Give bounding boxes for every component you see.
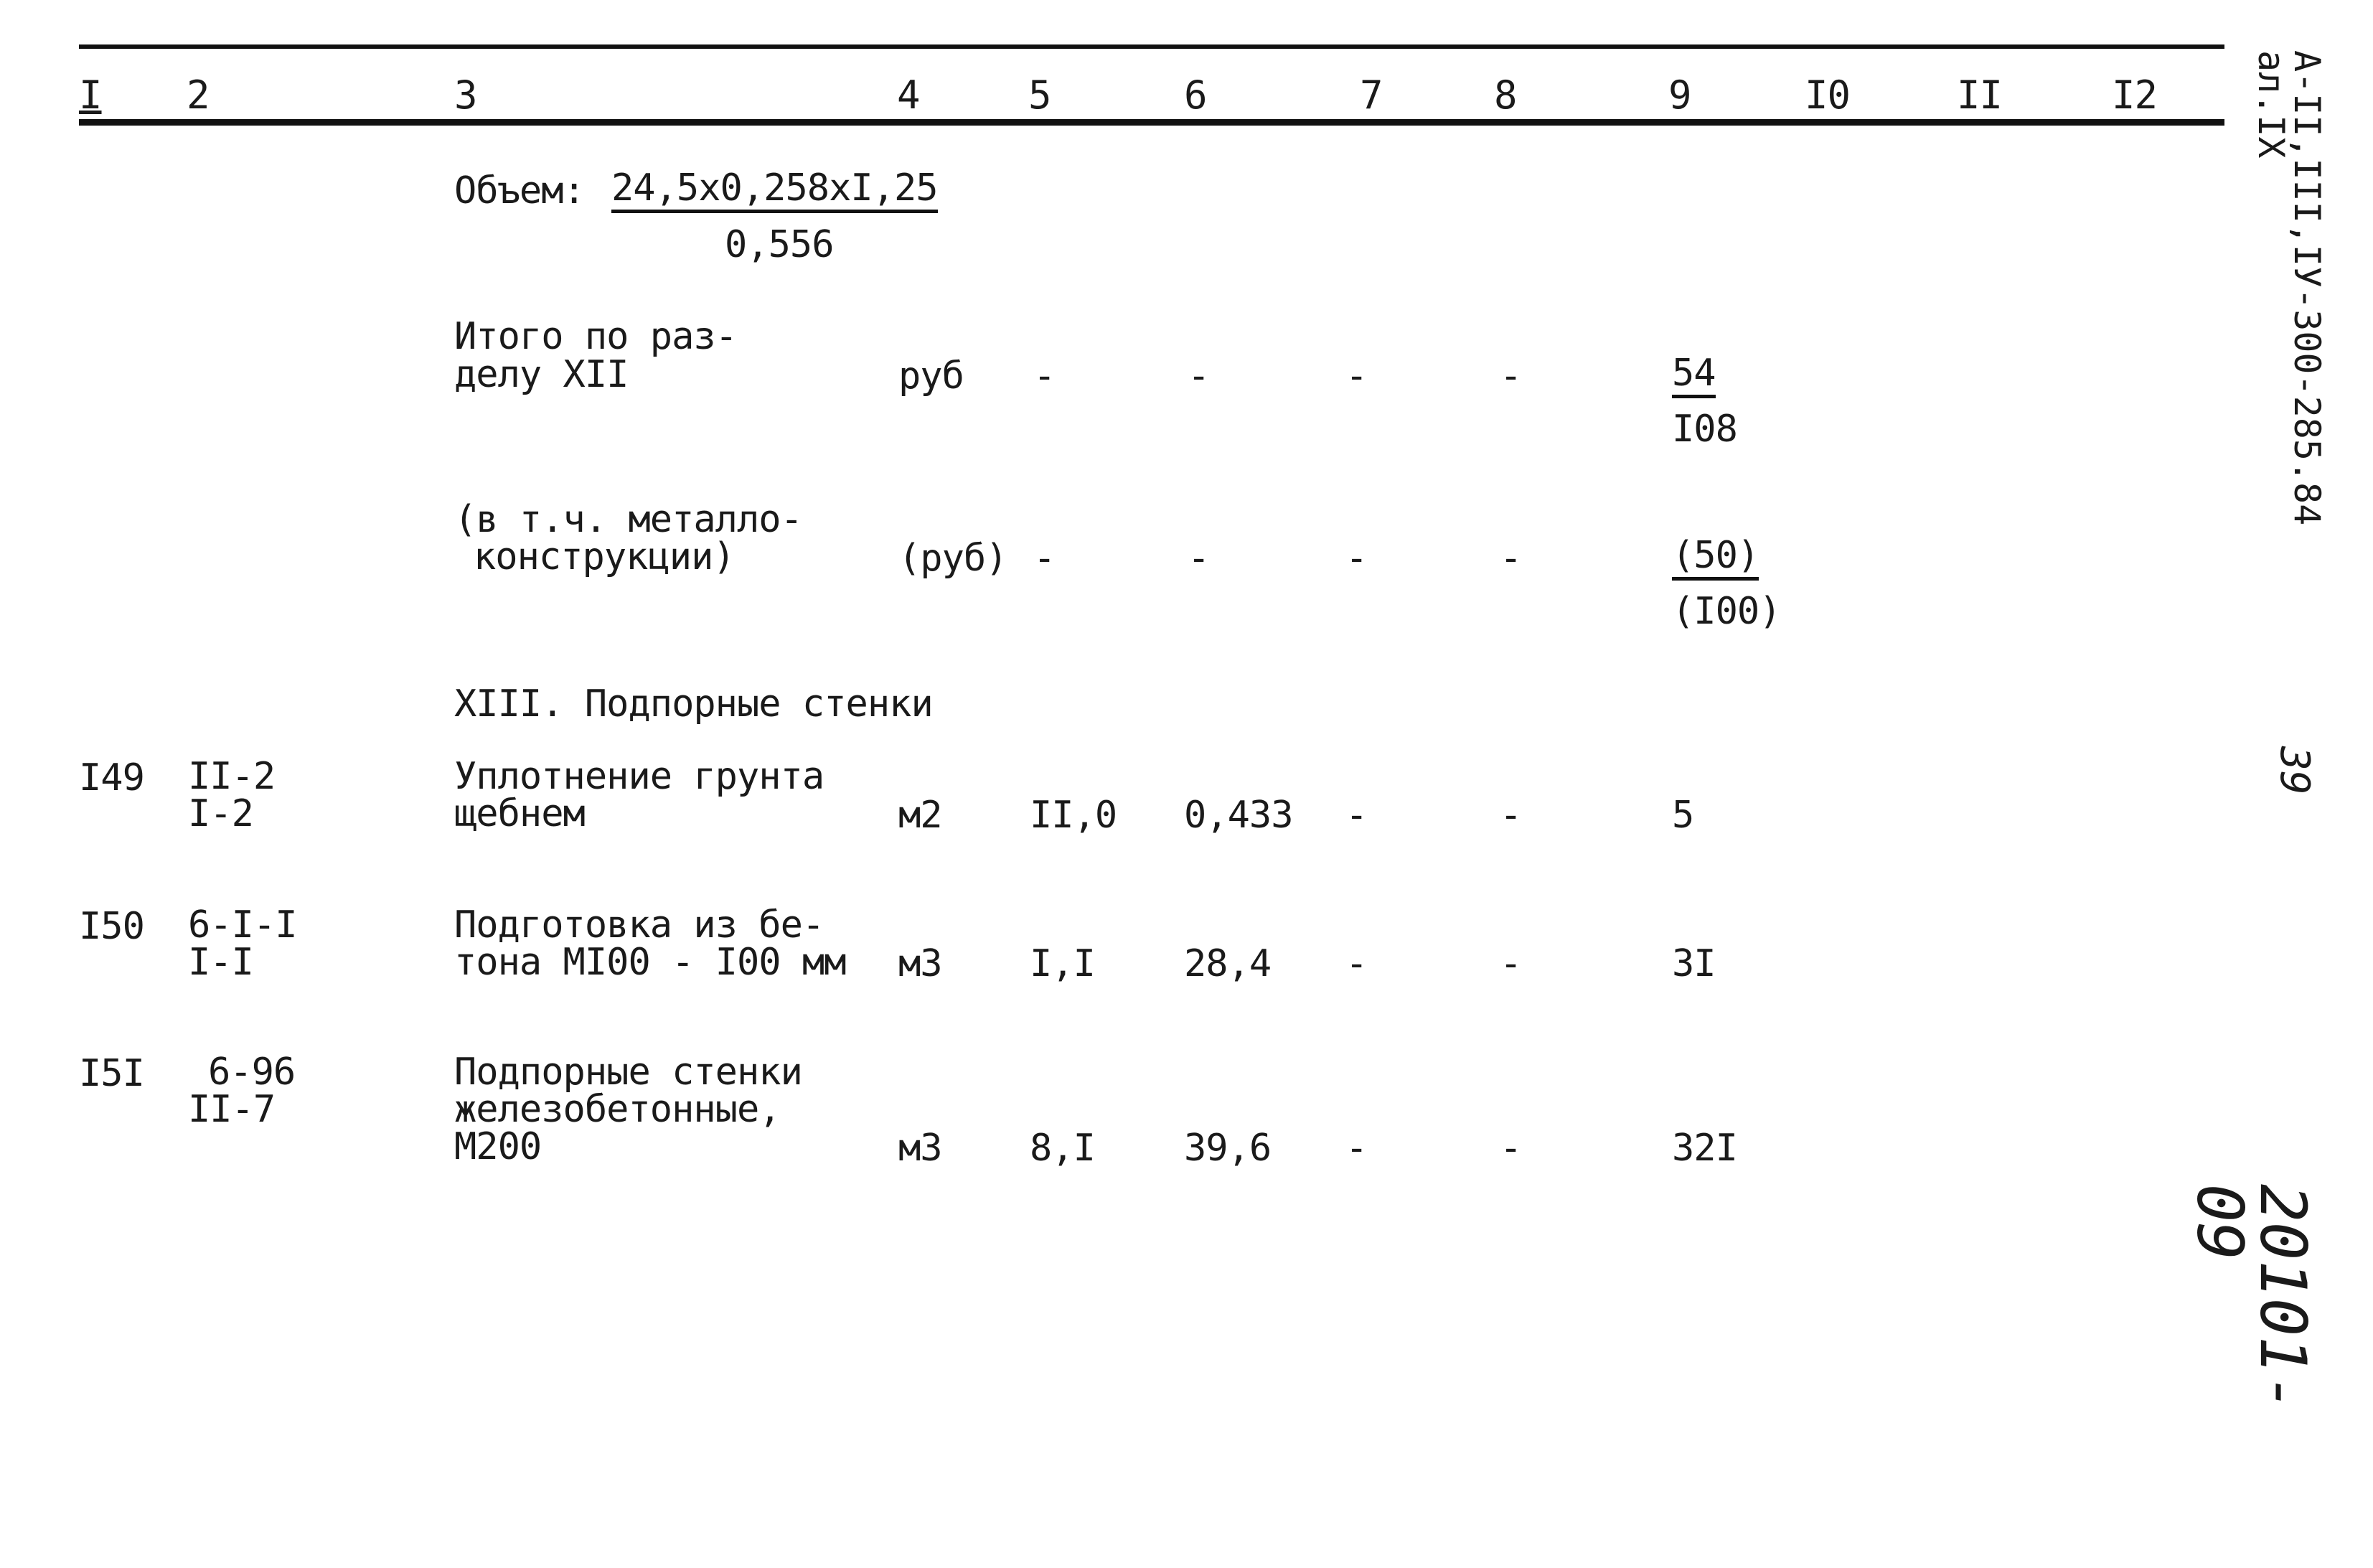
row-number: I50 bbox=[79, 905, 144, 948]
total-name-line1: Итого по раз- bbox=[454, 315, 737, 358]
metal-col6: - bbox=[1188, 537, 1210, 580]
metal-value-top: (50) bbox=[1672, 537, 1759, 581]
row-code-line1: II-2 bbox=[188, 755, 276, 798]
row-col7: - bbox=[1345, 942, 1368, 985]
row-col8: - bbox=[1500, 794, 1522, 837]
row-code-line1: 6-I-I bbox=[188, 903, 297, 947]
col-header-7: 7 bbox=[1360, 72, 1383, 118]
row-code-line2: II-7 bbox=[188, 1088, 276, 1131]
col-header-3: 3 bbox=[454, 72, 477, 118]
col-header-1: I bbox=[79, 72, 102, 118]
row-name-line2: щебнем bbox=[454, 792, 585, 835]
row-number: I5I bbox=[79, 1052, 144, 1095]
row-number: I49 bbox=[79, 756, 144, 799]
total-col7: - bbox=[1345, 355, 1368, 398]
row-price: 0,433 bbox=[1184, 794, 1293, 837]
col-header-12: I2 bbox=[2112, 72, 2158, 118]
volume-formula: 24,5x0,258xI,25 bbox=[611, 169, 938, 213]
header-top-rule bbox=[79, 44, 2224, 49]
col-header-10: I0 bbox=[1805, 72, 1851, 118]
row-total: 32I bbox=[1672, 1127, 1737, 1170]
row-col8: - bbox=[1500, 942, 1522, 985]
metal-unit: (руб) bbox=[898, 537, 1007, 580]
row-name-line3: M200 bbox=[454, 1125, 542, 1168]
row-code-line2: I-I bbox=[188, 941, 253, 984]
total-name-line2: делу XII bbox=[454, 353, 629, 396]
volume-result: 0,556 bbox=[725, 223, 834, 266]
section-heading: XIII. Подпорные стенки bbox=[454, 682, 933, 726]
margin-code-line1: А-II,III,IУ-300-285.84 bbox=[2286, 50, 2328, 526]
row-unit: м3 bbox=[898, 942, 942, 985]
metal-col5: - bbox=[1033, 537, 1056, 580]
col-header-4: 4 bbox=[897, 72, 920, 118]
metal-col8: - bbox=[1500, 537, 1522, 580]
row-qty: II,0 bbox=[1030, 794, 1117, 837]
metal-name-line1: (в т.ч. металло- bbox=[454, 498, 802, 541]
margin-code-line2: ал.IX bbox=[2250, 50, 2292, 159]
margin-document-code bbox=[2250, 50, 2328, 526]
row-price: 39,6 bbox=[1184, 1127, 1272, 1170]
margin-page-number: 39 bbox=[2271, 746, 2318, 795]
row-name-line1: Подготовка из бе- bbox=[454, 903, 824, 947]
volume-label: Объем: bbox=[454, 169, 585, 212]
row-total: 5 bbox=[1672, 794, 1694, 837]
total-unit: руб bbox=[898, 355, 964, 398]
margin-doc-number: 20101-09 bbox=[2183, 1184, 2320, 1412]
row-name-line2: тона MI00 - I00 мм bbox=[454, 941, 846, 984]
row-col8: - bbox=[1500, 1127, 1522, 1170]
total-value-bottom: I08 bbox=[1672, 408, 1737, 451]
row-unit: м2 bbox=[898, 794, 942, 837]
total-col6: - bbox=[1188, 355, 1210, 398]
row-code-line2: I-2 bbox=[188, 792, 253, 835]
row-qty: 8,I bbox=[1030, 1127, 1095, 1170]
total-col8: - bbox=[1500, 355, 1522, 398]
total-value-top: 54 bbox=[1672, 355, 1716, 398]
row-code-line1: 6-96 bbox=[208, 1051, 296, 1094]
total-col5: - bbox=[1033, 355, 1056, 398]
row-qty: I,I bbox=[1030, 942, 1095, 985]
col-header-9: 9 bbox=[1668, 72, 1691, 118]
metal-col7: - bbox=[1345, 537, 1368, 580]
row-price: 28,4 bbox=[1184, 942, 1272, 985]
metal-name-line2: конструкции) bbox=[474, 535, 735, 578]
col-header-2: 2 bbox=[187, 72, 210, 118]
row-name-line2: железобетонные, bbox=[454, 1088, 781, 1131]
col-header-5: 5 bbox=[1028, 72, 1051, 118]
row-name-line1: Подпорные стенки bbox=[454, 1051, 802, 1094]
row-col7: - bbox=[1345, 1127, 1368, 1170]
row-total: 3I bbox=[1672, 942, 1716, 985]
row-col7: - bbox=[1345, 794, 1368, 837]
metal-value-bottom: (I00) bbox=[1672, 590, 1781, 633]
col-header-6: 6 bbox=[1184, 72, 1207, 118]
header-bottom-rule bbox=[79, 119, 2224, 126]
row-unit: м3 bbox=[898, 1127, 942, 1170]
row-name-line1: Уплотнение грунта bbox=[454, 755, 824, 798]
col-header-8: 8 bbox=[1494, 72, 1517, 118]
col-header-11: II bbox=[1957, 72, 2003, 118]
